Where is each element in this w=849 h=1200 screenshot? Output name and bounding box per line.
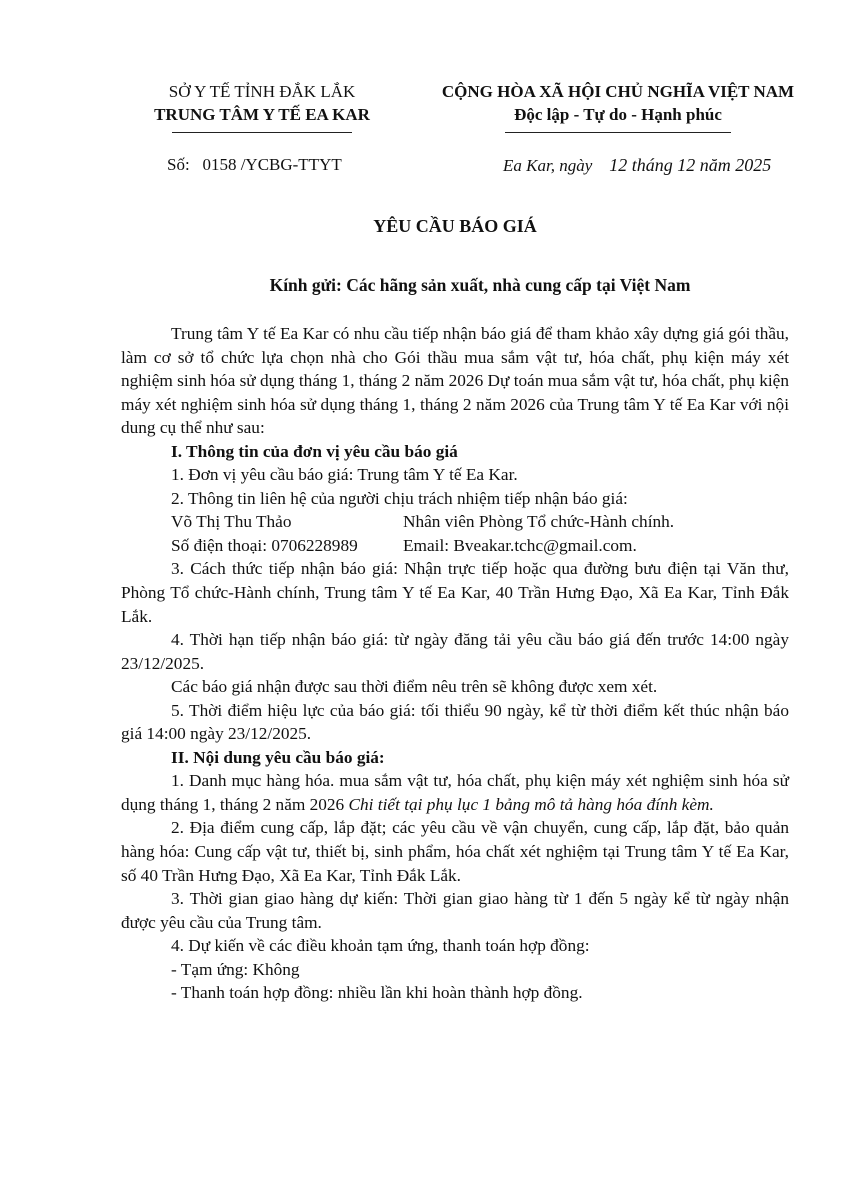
section-1-item-1: 1. Đơn vị yêu cầu báo giá: Trung tâm Y tế Ea Kar. — [171, 465, 518, 485]
left-header-underline — [172, 132, 352, 133]
intro-paragraph: Trung tâm Y tế Ea Kar có nhu cầu tiếp nhận báo giá để tham khảo xây dựng giá gói thầu, làm cơ sở tổ chức lựa chọn nhà cho Gói thầu mua sắm vật tư, hóa chất, phụ kiện máy xét nghiệm sinh hóa sử dụng tháng 1, tháng 2 năm 2026 Dự toán mua sắm vật tư, hóa chất, phụ kiện máy xét nghiệm sinh hóa sử dụng tháng 1, tháng 2 năm 2026 của Trung tâm Y tế Ea Kar với nội dung cụ thể như sau: — [121, 324, 789, 438]
document-number-label: Số: — [167, 155, 190, 174]
section-2-advance-payment: - Tạm ứng: Không — [171, 959, 300, 979]
section-1-item-4-note: Các báo giá nhận được sau thời điểm nêu trên sẽ không được xem xét. — [171, 677, 658, 697]
issuing-organization: TRUNG TÂM Y TẾ EA KAR — [154, 105, 370, 124]
section-2-heading: II. Nội dung yêu cầu báo giá: — [171, 747, 385, 767]
contact-role: Nhân viên Phòng Tổ chức-Hành chính. — [403, 512, 675, 532]
document-number — [167, 155, 342, 175]
section-1-item-5: 5. Thời điểm hiệu lực của báo giá: tối thiểu 90 ngày, kể từ thời điểm kết thúc nhận báo giá 14:00 ngày 23/12/2025. — [121, 700, 789, 744]
contact-person-row — [121, 510, 789, 534]
section-1-item-3: 3. Cách thức tiếp nhận báo giá: Nhận trực tiếp hoặc qua đường bưu điện tại Văn thư, Phòng Tổ chức-Hành chính, Trung tâm Y tế Ea Kar, 40 Trần Hưng Đạo, Xã Ea Kar, Tỉnh Đắk Lắk. — [121, 559, 789, 626]
section-2-item-4: 4. Dự kiến về các điều khoản tạm ứng, thanh toán hợp đồng: — [171, 936, 590, 956]
national-title: CỘNG HÒA XÃ HỘI CHỦ NGHĨA VIỆT NAM — [441, 82, 795, 101]
section-2-item-2: 2. Địa điểm cung cấp, lắp đặt; các yêu cầu về vận chuyển, cung cấp, lắp đặt, bảo quản hàng hóa: Cung cấp vật tư, thiết bị, sinh phẩm, hóa chất xét nghiệm tại Trung tâm Y tế Ea Kar, số 40 Trần Hưng Đạo, Xã Ea Kar, Tỉnh Đắk Lắk. — [121, 818, 789, 885]
section-1-item-4: 4. Thời hạn tiếp nhận báo giá: từ ngày đăng tải yêu cầu báo giá đến trước 14:00 ngày 23/12/2025. — [121, 630, 789, 673]
section-2-item-3: 3. Thời gian giao hàng dự kiến: Thời gian giao hàng từ 1 đến 5 ngày kể từ ngày nhận được yêu cầu của Trung tâm. — [121, 889, 789, 932]
contact-email[interactable]: Email: Bveakar.tchc@gmail.com. — [403, 535, 637, 555]
document-number-value: 0158 /YCBG-TTYT — [202, 155, 342, 174]
national-motto: Độc lập - Tự do - Hạnh phúc — [514, 105, 722, 124]
right-header-underline — [505, 132, 731, 133]
section-2-item-1-appendix-ref: Chi tiết tại phụ lục 1 bảng mô tả hàng hóa đính kèm — [348, 794, 710, 814]
document-title: YÊU CẦU BÁO GIÁ — [373, 216, 537, 236]
recipient-line: Kính gửi: Các hãng sản xuất, nhà cung cấp tại Việt Nam — [269, 275, 691, 295]
place-date-prefix: Ea Kar, ngày — [503, 156, 593, 175]
contact-phone: Số điện thoại: 0706228989 — [171, 535, 358, 555]
contact-details-row — [121, 534, 789, 558]
issuing-authority: SỞ Y TẾ TỈNH ĐẮK LẮK — [168, 82, 356, 101]
section-2-contract-payment: - Thanh toán hợp đồng: nhiều lần khi hoàn thành hợp đồng. — [171, 983, 583, 1003]
date-value: 12 tháng 12 năm 2025 — [609, 155, 772, 175]
place-and-date — [503, 155, 771, 176]
section-2-item-1-text: 1. Danh mục hàng hóa. mua sắm vật tư, hóa chất, phụ kiện máy xét nghiệm sinh hóa sử dụng tháng 1, tháng 2 năm 2026 — [121, 771, 789, 814]
contact-name: Võ Thị Thu Thảo — [171, 512, 292, 532]
section-1-item-2: 2. Thông tin liên hệ của người chịu trách nhiệm tiếp nhận báo giá: — [171, 488, 628, 508]
section-2-item-1-end: . — [709, 794, 714, 814]
section-2-item-1 — [121, 769, 789, 816]
document-body — [121, 322, 789, 1005]
section-1-heading: I. Thông tin của đơn vị yêu cầu báo giá — [171, 441, 458, 461]
